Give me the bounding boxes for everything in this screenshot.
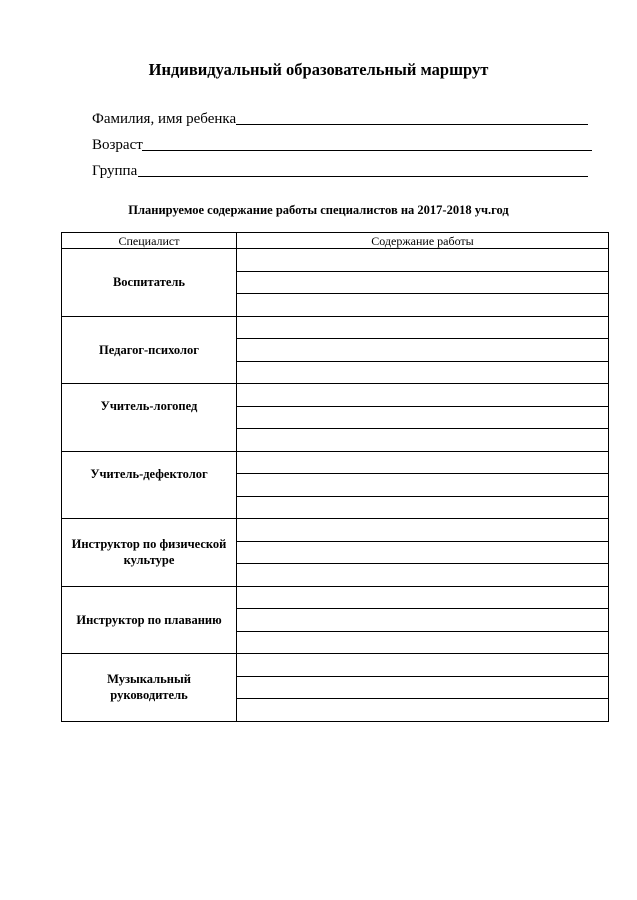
content-cell: [237, 339, 609, 362]
child-name-field: [92, 111, 236, 128]
table-header-row: [62, 233, 609, 249]
document-title: Индивидуальный образовательный маршрут: [148, 60, 489, 79]
header-specialist: Специалист: [62, 233, 237, 249]
content-cell: [237, 541, 609, 564]
content-cell: [237, 271, 609, 294]
age-label: Возраст: [92, 137, 143, 153]
table-row: [62, 316, 609, 339]
content-cell: [237, 676, 609, 699]
specialist-name: Инструктор по плаванию: [62, 586, 237, 654]
group-label: Группа: [92, 163, 138, 179]
group-line: [138, 176, 588, 177]
content-cell: [237, 451, 609, 474]
table-row: [62, 654, 609, 677]
age-field: [92, 137, 143, 154]
content-cell: [237, 249, 609, 272]
specialists-plan-table: [61, 232, 609, 722]
content-cell: [237, 384, 609, 407]
table-row: [62, 451, 609, 474]
content-cell: [237, 316, 609, 339]
content-cell: [237, 429, 609, 452]
group-field: [92, 163, 137, 180]
table-row: [62, 249, 609, 272]
content-cell: [237, 406, 609, 429]
content-cell: [237, 294, 609, 317]
table-row: [62, 384, 609, 407]
plan-subtitle: Планируемое содержание работы специалистов на 2017-2018 уч.год: [128, 203, 509, 217]
content-cell: [237, 631, 609, 654]
table-row: [62, 519, 609, 542]
content-cell: [237, 496, 609, 519]
specialist-name: Музыкальный руководитель: [62, 654, 237, 722]
content-cell: [237, 361, 609, 384]
content-cell: [237, 586, 609, 609]
content-cell: [237, 699, 609, 722]
content-cell: [237, 564, 609, 587]
content-cell: [237, 519, 609, 542]
specialist-name: Учитель-логопед: [62, 384, 237, 452]
specialist-name: Педагог-психолог: [62, 316, 237, 384]
child-name-label: Фамилия, имя ребенка: [92, 111, 237, 127]
table-row: [62, 586, 609, 609]
header-work-content: Содержание работы: [237, 233, 609, 249]
child-name-line: [236, 124, 588, 125]
content-cell: [237, 609, 609, 632]
content-cell: [237, 654, 609, 677]
specialist-name: Учитель-дефектолог: [62, 451, 237, 519]
specialist-name: Воспитатель: [62, 249, 237, 317]
specialist-name: Инструктор по физической культуре: [62, 519, 237, 587]
content-cell: [237, 474, 609, 497]
age-line: [142, 150, 592, 151]
